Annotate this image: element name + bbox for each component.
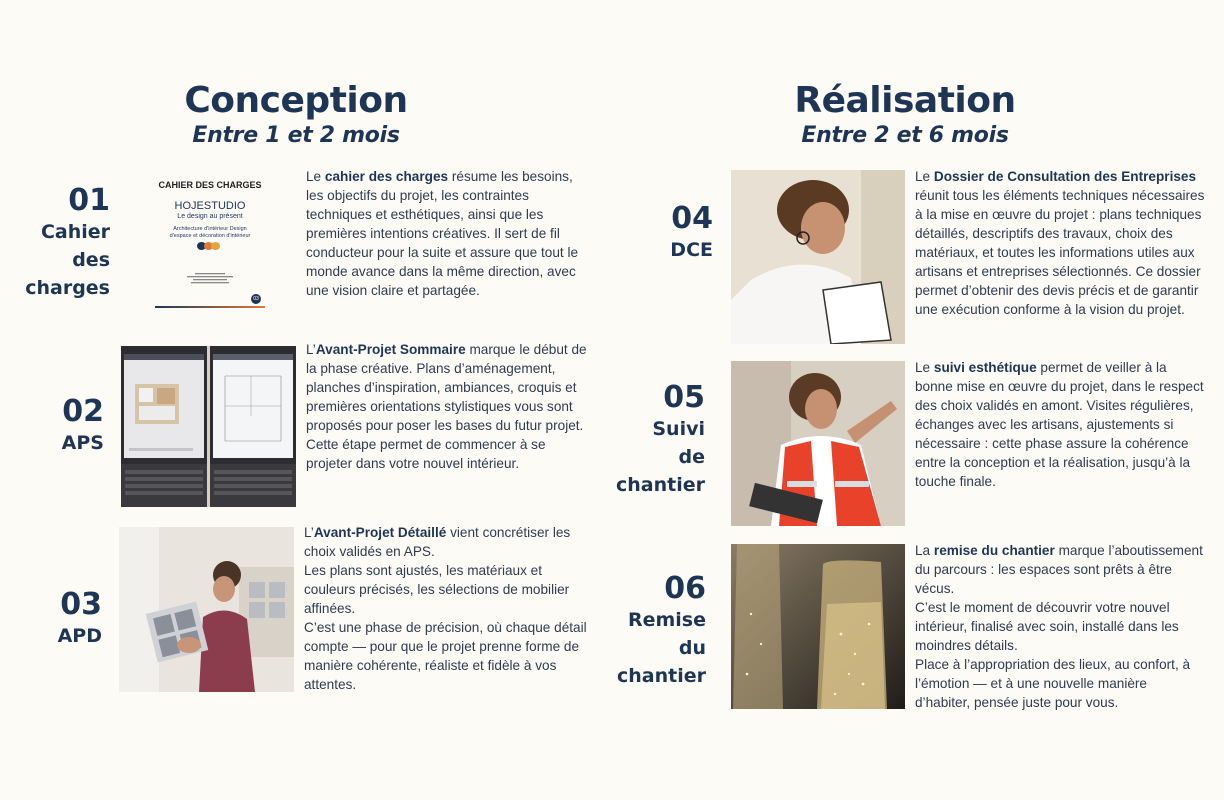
step-04-keyword: Dossier de Consultation des Entreprises — [933, 169, 1197, 184]
step-02-number: 02 — [62, 394, 104, 429]
step-06-number: 06 — [664, 571, 706, 606]
step-01-label — [20, 184, 110, 302]
cahier-des-charges-cover — [155, 170, 265, 310]
step-05-number: 05 — [663, 380, 705, 415]
step-05-description — [915, 358, 1205, 491]
apd-tiles-photo — [119, 527, 294, 692]
step-01-description — [306, 167, 588, 300]
doc-footer-contact — [175, 272, 245, 288]
conception-header — [116, 80, 476, 150]
step-01-keyword: cahier des charges — [324, 169, 449, 184]
doc-title: CAHIER DES CHARGES — [158, 180, 262, 190]
text-body: marque l’aboutissement du parcours : les espaces sont prêts à être vécus. — [915, 543, 1203, 596]
text-prefix: Le — [915, 360, 934, 375]
doc-brand: HOJESTUDIO — [174, 200, 246, 212]
step-01-name-line: des — [72, 249, 110, 271]
step-04-name-line: DCE — [670, 239, 713, 261]
text-prefix: Le — [306, 169, 325, 184]
brand-logo: 03 — [251, 294, 261, 304]
text-body: vient concrétiser les choix validés en APS. — [304, 525, 571, 559]
aps-laptops-photo — [121, 346, 296, 507]
contact-lines-icon — [175, 272, 245, 286]
step-04-label — [630, 202, 713, 264]
step-02-name-line: APS — [61, 432, 104, 454]
text-body: marque le début de la phase créative. Plans d’aménagement, planches d’inspiration, ambiances, croquis et premières orientations stylistiques vous sont proposés pour poser les bases du futur projet. Cette étape permet de commencer à se projeter dans votre nouvel intérieur. — [306, 342, 587, 471]
text-prefix: L’ — [304, 525, 314, 540]
woman-reading-plans-image — [731, 170, 905, 344]
text-prefix: L’ — [306, 342, 316, 357]
step-05-keyword: suivi esthétique — [933, 360, 1037, 375]
step-03-label — [20, 588, 102, 650]
text-body: permet de veiller à la bonne mise en œuvre du projet, dans le respect des choix validés en amont. Visites régulières, échanges avec les artisans, ajustements si nécessaire : cette phase assure la cohérence entre la conception et la réalisation, jusqu’à la touche finale. — [915, 360, 1204, 489]
step-03-description — [304, 523, 588, 694]
step-05-name-line: de — [678, 446, 705, 468]
step-02-label — [20, 395, 104, 457]
step-06-paragraph: C’est le moment de découvrir votre nouvel intérieur, finalisé avec soin, installé dans les moindres détails. — [915, 600, 1179, 653]
doc-divider — [155, 306, 265, 308]
step-03-number: 03 — [60, 587, 102, 622]
step-01-number: 01 — [68, 183, 110, 218]
step-05-name-line: Suivi — [652, 418, 705, 440]
step-06-name-line: chantier — [617, 665, 706, 687]
champagne-glasses-image — [731, 544, 905, 709]
text-prefix: La — [915, 543, 934, 558]
step-04-number: 04 — [671, 201, 713, 236]
text-body: réunit tous les éléments techniques nécessaires à la mise en œuvre du projet : plans techniques détaillés, descriptifs des travaux, choix des matériaux, et toutes les informations utiles aux artisans et entreprises sélectionnés. Ce dossier permet d’obtenir des devis précis et de garantir une exécution conforme à la vision du projet. — [915, 188, 1205, 317]
realisation-header — [725, 80, 1085, 150]
step-03-keyword: Avant-Projet Détaillé — [313, 525, 447, 540]
doc-description: Architecture d'intérieur Design d'espace et décoration d'intérieur — [169, 226, 251, 239]
text-body: résume les besoins, les objectifs du projet, les contraintes techniques et esthétiques, ainsi que les premières intentions créatives. Il sert de fil conducteur pour la suite et assure que tout le monde avance dans la même direction, avec une vision claire et partagée. — [306, 169, 579, 298]
dce-photo — [731, 170, 905, 344]
doc-tagline: Le design au présent — [177, 213, 243, 220]
suivi-chantier-photo — [731, 361, 905, 526]
step-06-name-line: Remise — [627, 609, 706, 631]
step-05-label — [610, 381, 705, 499]
step-06-keyword: remise du chantier — [933, 543, 1055, 558]
step-01-name-line: charges — [25, 277, 110, 299]
realisation-title: Réalisation — [794, 80, 1016, 121]
step-02-keyword: Avant-Projet Sommaire — [315, 342, 466, 357]
step-03-paragraph: Les plans sont ajustés, les matériaux et couleurs précisés, les sélections de mobilier affinées. — [304, 563, 570, 616]
step-06-name-line: du — [678, 637, 706, 659]
step-03-name-line: APD — [57, 625, 102, 647]
conception-duration: Entre 1 et 2 mois — [192, 123, 400, 148]
laptop-plans-image — [121, 346, 296, 507]
palette-dots — [197, 242, 223, 250]
step-06-paragraph: Place à l’appropriation des lieux, au confort, à l’émotion — et à une nouvelle manière d’habiter, pensée juste pour vous. — [915, 657, 1191, 710]
step-01-name-line: Cahier — [40, 221, 110, 243]
realisation-duration: Entre 2 et 6 mois — [801, 123, 1009, 148]
step-03-paragraph: C’est une phase de précision, où chaque détail compte — pour que le projet prenne forme de manière cohérente, réaliste et fidèle à vos attentes. — [304, 620, 587, 692]
step-05-name-line: chantier — [616, 474, 705, 496]
step-06-description — [915, 541, 1205, 712]
woman-safety-vest-image — [731, 361, 905, 526]
conception-title: Conception — [184, 80, 408, 121]
step-02-description — [306, 340, 588, 473]
remise-chantier-photo — [731, 544, 905, 709]
step-04-description — [915, 167, 1205, 319]
woman-with-tiles-image — [119, 527, 294, 692]
step-06-label — [610, 572, 706, 690]
text-prefix: Le — [915, 169, 934, 184]
